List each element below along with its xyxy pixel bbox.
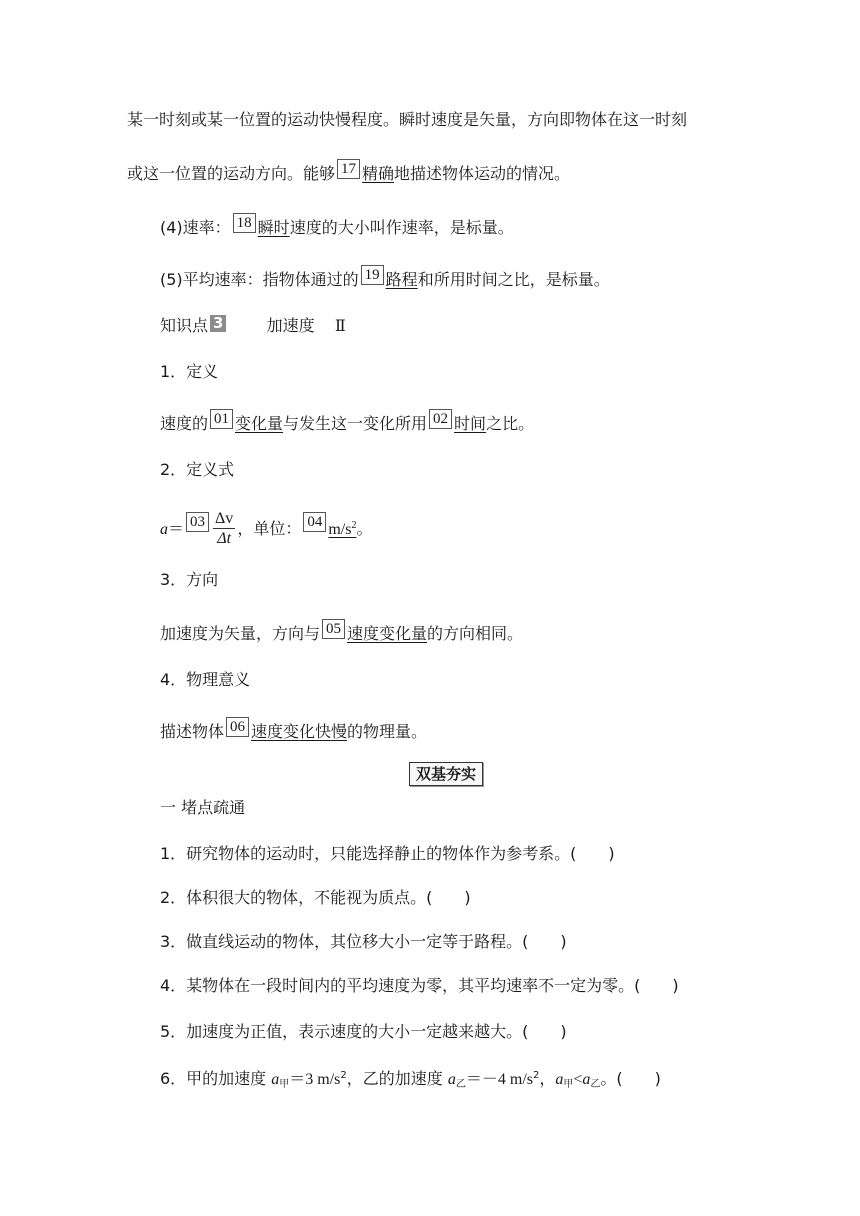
fraction-denominator: Δt <box>217 530 232 547</box>
symbol: a <box>271 1071 280 1088</box>
text: 3．方向 <box>160 570 219 589</box>
knowledge-point-title: 加速度 <box>266 316 315 335</box>
text: 的物理量。 <box>347 722 428 741</box>
text: 和所用时间之比，是标量。 <box>417 270 610 289</box>
part-heading <box>160 798 245 818</box>
question-item <box>160 844 615 864</box>
symbol: a <box>555 1071 564 1088</box>
fraction <box>213 510 235 549</box>
question-item <box>160 932 567 952</box>
subscript: 乙 <box>455 1079 466 1090</box>
text: 某一时刻或某一位置的运动快慢程度。瞬时速度是矢量，方向即物体在这一时刻 <box>127 110 688 129</box>
text: 速度的大小叫作速率，是标量。 <box>289 218 514 237</box>
text: 4．物理意义 <box>160 670 251 689</box>
exponent: 2 <box>533 1070 540 1081</box>
subscript: 乙 <box>590 1079 601 1090</box>
value: ＝3 m/s <box>289 1071 341 1088</box>
answer-number-box: 18 <box>233 213 256 233</box>
meaning-heading <box>160 670 250 690</box>
answer-text: 速度变化快慢 <box>251 722 348 741</box>
question-item <box>160 888 471 908</box>
subscript: 甲 <box>563 1079 574 1090</box>
acceleration-symbol: a <box>160 521 168 538</box>
equals-sign: ＝ <box>168 521 185 538</box>
definition-heading <box>160 362 218 382</box>
text: ，单位： <box>237 519 302 538</box>
formula-heading <box>160 460 234 480</box>
question-item <box>160 1066 661 1095</box>
meaning-line <box>160 719 428 743</box>
question-text: 5．加速度为正值，表示速度的大小一定越来越大。( ) <box>160 1022 567 1041</box>
answer-number-box: 17 <box>337 159 360 179</box>
text: 的方向相同。 <box>427 624 524 643</box>
knowledge-point-level: Ⅱ <box>334 318 346 335</box>
text: 2．定义式 <box>160 460 235 479</box>
answer-text: 路程 <box>385 270 418 289</box>
answer-number-box: 02 <box>429 409 452 429</box>
text: 或这一位置的运动方向。能够 <box>127 164 336 183</box>
unit-answer <box>328 521 356 538</box>
less-than-sign: < <box>573 1071 583 1088</box>
paragraph-line-2 <box>127 161 571 185</box>
paragraph-line-1 <box>127 110 687 130</box>
text: 之比。 <box>486 414 535 433</box>
question-text: 1．研究物体的运动时，只能选择静止的物体作为参考系。( ) <box>160 844 615 863</box>
answer-number-box: 04 <box>303 512 326 532</box>
text: 加速度为矢量，方向与 <box>160 624 321 643</box>
answer-number-box: 06 <box>226 717 249 737</box>
text: 。 <box>356 519 373 538</box>
text: 。( ) <box>600 1069 661 1088</box>
text: (4)速率： <box>160 218 231 237</box>
answer-text: 精确 <box>362 164 395 183</box>
question-item <box>160 976 679 996</box>
fraction-numerator: Δv <box>215 510 234 527</box>
answer-text: 时间 <box>454 414 487 433</box>
text: 速度的 <box>160 414 209 433</box>
text: 与发生这一变化所用 <box>283 414 428 433</box>
answer-number-box: 03 <box>186 512 209 532</box>
direction-line <box>160 621 524 645</box>
symbol: a <box>582 1071 591 1088</box>
text: ， <box>539 1069 556 1088</box>
knowledge-point-number-badge: 3 <box>210 315 226 332</box>
question-text: 3．做直线运动的物体，其位移大小一定等于路程。( ) <box>160 932 567 951</box>
question-text: 2．体积很大的物体，不能视为质点。( ) <box>160 888 471 907</box>
text: 一 堵点疏通 <box>160 798 246 817</box>
definition-line <box>160 411 535 435</box>
answer-text: 速度变化量 <box>347 624 428 643</box>
knowledge-point-label: 知识点 <box>160 316 209 335</box>
knowledge-point-heading <box>160 316 346 337</box>
answer-text: 瞬时 <box>257 218 290 237</box>
question-item <box>160 1022 567 1042</box>
answer-text: 变化量 <box>235 414 284 433</box>
text: ，乙的加速度 <box>346 1069 448 1088</box>
direction-heading <box>160 570 218 590</box>
subscript: 甲 <box>279 1079 290 1090</box>
symbol: a <box>447 1071 456 1088</box>
value: ＝－4 m/s <box>465 1071 533 1088</box>
text: 描述物体 <box>160 722 225 741</box>
answer-number-box: 01 <box>210 409 233 429</box>
text: 1．定义 <box>160 362 219 381</box>
answer-number-box: 19 <box>361 265 384 285</box>
unit-exponent: 2 <box>351 520 357 531</box>
text: 地描述物体运动的情况。 <box>394 164 571 183</box>
speed-rate-line <box>160 215 514 239</box>
formula-line <box>160 504 372 552</box>
text: 6．甲的加速度 <box>160 1069 272 1088</box>
average-rate-line <box>160 267 610 291</box>
text: (5)平均速率：指物体通过的 <box>160 270 359 289</box>
exponent: 2 <box>340 1070 347 1081</box>
question-text: 4．某物体在一段时间内的平均速度为零，其平均速率不一定为零。( ) <box>160 976 679 995</box>
unit-base: m/s <box>328 521 352 538</box>
answer-number-box: 05 <box>322 619 345 639</box>
section-title-box: 双基夯实 <box>409 762 483 786</box>
